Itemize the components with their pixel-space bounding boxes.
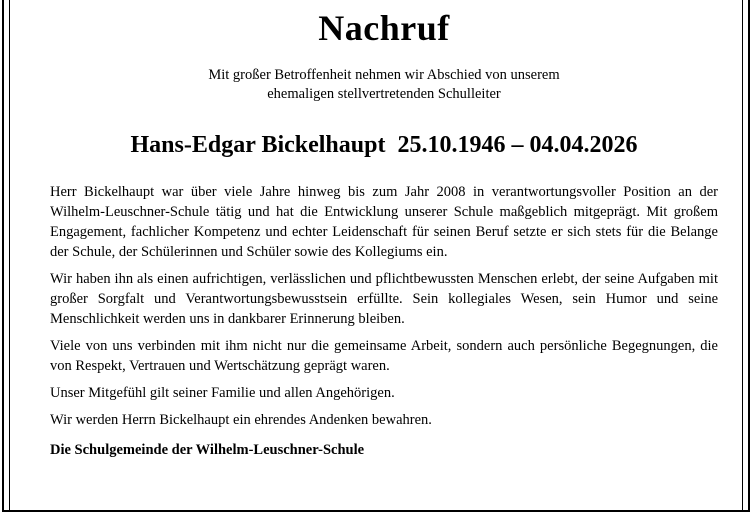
page-title: Nachruf xyxy=(318,8,450,48)
life-dates: 25.10.1946 – 04.04.2026 xyxy=(397,132,638,158)
body-paragraph: Viele von uns verbinden mit ihm nicht nur die gemeinsame Arbeit, sondern auch persönliche Begegnungen, die von Respekt, Vertrauen und Wertschätzung geprägt waren. xyxy=(50,338,718,374)
intro-text xyxy=(50,66,718,104)
intro-line: Mit großer Betroffenheit nehmen wir Abschied von unserem xyxy=(208,67,560,83)
signature: Die Schulgemeinde der Wilhelm-Leuschner-Schule xyxy=(50,442,365,458)
intro-line: ehemaligen stellvertretenden Schulleiter xyxy=(267,86,501,102)
deceased-heading xyxy=(50,130,718,160)
body-paragraph: Herr Bickelhaupt war über viele Jahre hinweg bis zum Jahr 2008 in verantwortungsvoller Position an der Wilhelm-Leuschner-Schule tätig und hat die Entwicklung unserer Schule maßgeblich mitgeprägt. Mit großem Engagement, fachlicher Kompetenz und echter Leidenschaft für seinen Beruf setzte er sich stets für die Belange der Schule, der Schülerinnen und Schüler sowie des Kollegiums ein. xyxy=(50,184,718,260)
obituary-notice xyxy=(50,0,718,460)
body-paragraph: Wir werden Herrn Bickelhaupt ein ehrendes Andenken bewahren. xyxy=(50,412,432,428)
body-paragraph: Wir haben ihn als einen aufrichtigen, verlässlichen und pflichtbewussten Menschen erlebt, der seine Aufgaben mit großer Sorgfalt und Verantwortungsbewusstsein erfüllte. Sein kollegiales Wesen, sein Humor und seine Menschlichkeit werden uns in dankbarer Erinnerung bleiben. xyxy=(50,271,718,327)
deceased-name: Hans-Edgar Bickelhaupt xyxy=(130,132,386,158)
body-paragraph: Unser Mitgefühl gilt seiner Familie und allen Angehörigen. xyxy=(50,385,395,401)
